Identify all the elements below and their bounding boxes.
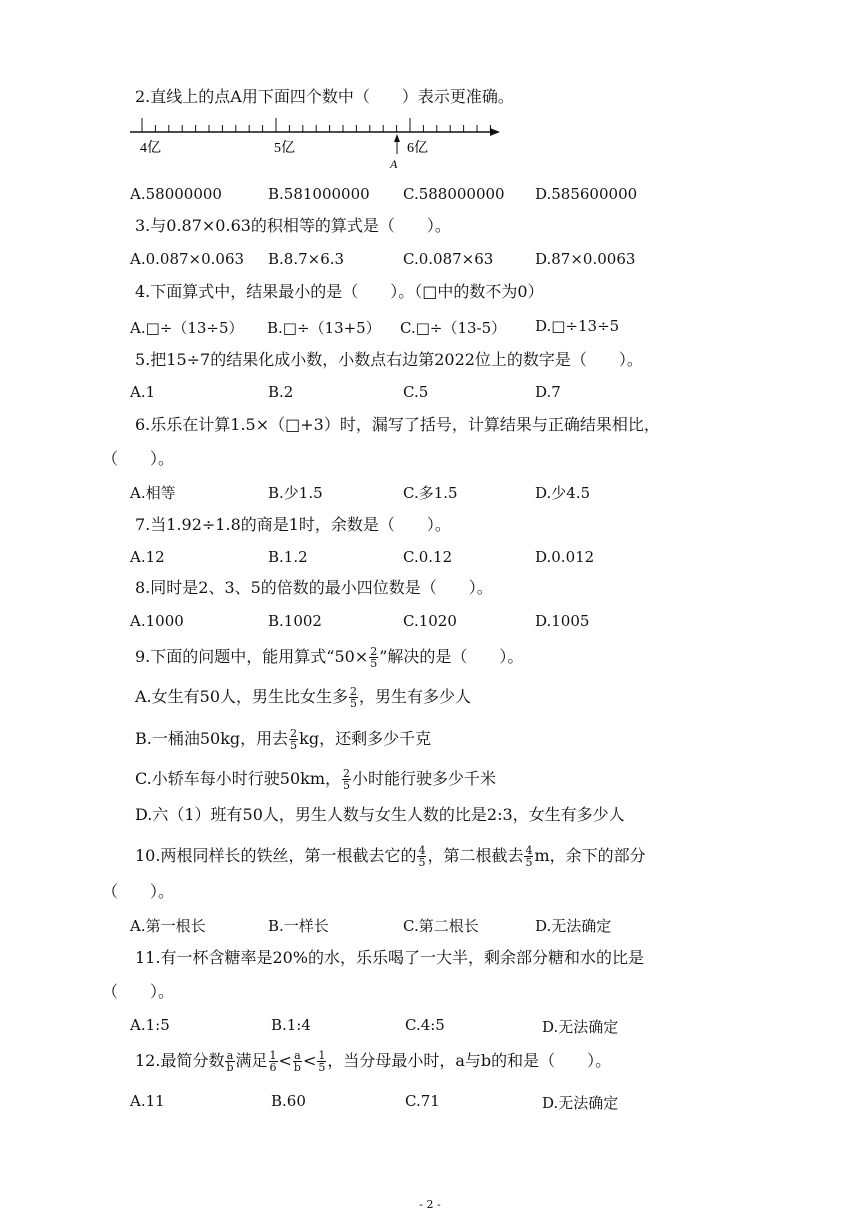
question-6-text: 6.乐乐在计算1.5×（□+3）时，漏写了括号，计算结果与正确结果相比， xyxy=(135,415,660,434)
option-a[interactable]: A.0.087×0.063 xyxy=(130,250,245,268)
option-d[interactable]: D.7 xyxy=(535,383,561,401)
question-10-blank: （ ）。 xyxy=(102,882,175,901)
option-a[interactable]: A.12 xyxy=(130,548,165,566)
question-9-text: 9.下面的问题中，能用算式“50× $\frac{2}{5}$ ”解决的是（ ）。 xyxy=(135,645,524,670)
option-d[interactable]: D.无法确定 xyxy=(535,917,612,935)
number-line xyxy=(128,112,508,172)
option-c[interactable]: C.多1.5 xyxy=(403,484,458,502)
option-a[interactable]: A.相等 xyxy=(130,484,176,502)
option-c[interactable]: C.4:5 xyxy=(405,1016,445,1034)
option-c[interactable]: C.1020 xyxy=(403,612,457,630)
option-b[interactable]: B.1002 xyxy=(268,612,322,630)
option-d[interactable]: D.□÷13÷5 xyxy=(535,317,620,335)
option-a[interactable]: A.□÷（13÷5） xyxy=(130,319,244,337)
question-9-option-c[interactable]: C.小轿车每小时行驶50km， $\frac{2}{5}$ 小时能行驶多少千米 xyxy=(135,767,497,792)
option-d[interactable]: D.585600000 xyxy=(535,185,638,203)
option-b[interactable]: B.1.2 xyxy=(268,548,308,566)
fraction-2-5: $\frac{2}{5}$ xyxy=(370,645,378,670)
question-11-blank: （ ）。 xyxy=(102,982,175,1001)
option-b[interactable]: B.少1.5 xyxy=(268,484,323,502)
option-a[interactable]: A.1 xyxy=(130,383,156,401)
question-2-options xyxy=(130,185,830,205)
option-d[interactable]: D.87×0.0063 xyxy=(535,250,636,268)
question-10-text: 10.两根同样长的铁丝，第一根截去它的 $\frac{4}{5}$ ，第二根截去 $\frac{4}{5}$ m，余下的部分 xyxy=(135,844,646,869)
option-c[interactable]: C.□÷（13-5） xyxy=(400,319,507,337)
option-b[interactable]: B.2 xyxy=(268,383,294,401)
question-5-options xyxy=(130,383,830,403)
question-9-option-d[interactable]: D.六（1）班有50人，男生人数与女生人数的比是2:3，女生有多少人 xyxy=(135,805,625,824)
question-3-text: 3.与0.87×0.63的积相等的算式是（ ）。 xyxy=(135,216,451,235)
question-4-options xyxy=(130,317,830,337)
option-a[interactable]: A.1:5 xyxy=(130,1016,170,1034)
option-b[interactable]: B.1:4 xyxy=(271,1016,311,1034)
question-11-text: 11.有一杯含糖率是20%的水，乐乐喝了一大半，剩余部分糖和水的比是 xyxy=(135,948,645,967)
option-d[interactable]: D.无法确定 xyxy=(542,1094,619,1112)
option-b[interactable]: B.60 xyxy=(271,1092,306,1110)
question-6-blank: （ ）。 xyxy=(102,449,175,468)
question-11-options xyxy=(130,1016,830,1036)
question-6-options xyxy=(130,482,830,502)
question-12-options xyxy=(130,1092,830,1112)
option-b[interactable]: B.8.7×6.3 xyxy=(268,250,345,268)
option-c[interactable]: C.71 xyxy=(405,1092,440,1110)
page-number: - 2 - xyxy=(419,1198,441,1211)
question-7-options xyxy=(130,548,830,568)
numline-label-6yi: 6亿 xyxy=(407,141,428,156)
option-a[interactable]: A.11 xyxy=(130,1092,165,1110)
question-3-options xyxy=(130,250,830,270)
option-a[interactable]: A.1000 xyxy=(130,612,184,630)
question-9-option-a[interactable]: A.女生有50人，男生比女生多 $\frac{2}{5}$ ，男生有多少人 xyxy=(135,685,472,710)
numline-label-4yi: 4亿 xyxy=(140,141,161,156)
option-d[interactable]: D.无法确定 xyxy=(542,1018,619,1036)
numline-point-a: A xyxy=(390,157,398,171)
option-c[interactable]: C.第二根长 xyxy=(403,917,479,935)
numline-label-5yi: 5亿 xyxy=(274,141,295,156)
question-2-text: 2.直线上的点A用下面四个数中（ ）表示更准确。 xyxy=(135,87,514,106)
option-c[interactable]: C.5 xyxy=(403,383,429,401)
question-9-option-b[interactable]: B.一桶油50kg，用去 $\frac{2}{5}$ kg，还剩多少千克 xyxy=(135,727,432,752)
option-d[interactable]: D.少4.5 xyxy=(535,484,591,502)
option-b[interactable]: B.581000000 xyxy=(268,185,370,203)
question-10-options xyxy=(130,915,830,935)
question-8-text: 8.同时是2、3、5的倍数的最小四位数是（ ）。 xyxy=(135,578,493,597)
option-a[interactable]: A.第一根长 xyxy=(130,917,206,935)
option-d[interactable]: D.0.012 xyxy=(535,548,595,566)
question-12-text: 12.最简分数 $\frac{a}{b}$ 满足 $\frac{1}{6}$ < $\frac{a}{b}$ < $\frac{1}{5}$ ，当分母最小时，a与b的和是（ ）。 xyxy=(135,1049,612,1074)
option-b[interactable]: B.□÷（13+5） xyxy=(267,319,381,337)
question-4-text: 4.下面算式中，结果最小的是（ ）。（□中的数不为0） xyxy=(135,282,544,301)
question-7-text: 7.当1.92÷1.8的商是1时，余数是（ ）。 xyxy=(135,515,451,534)
option-a[interactable]: A.58000000 xyxy=(130,185,222,203)
option-c[interactable]: C.0.087×63 xyxy=(403,250,494,268)
option-d[interactable]: D.1005 xyxy=(535,612,590,630)
option-c[interactable]: C.588000000 xyxy=(403,185,505,203)
option-b[interactable]: B.一样长 xyxy=(268,917,329,935)
question-5-text: 5.把15÷7的结果化成小数，小数点右边第2022位上的数字是（ ）。 xyxy=(135,350,643,369)
option-c[interactable]: C.0.12 xyxy=(403,548,453,566)
question-8-options xyxy=(130,612,830,632)
